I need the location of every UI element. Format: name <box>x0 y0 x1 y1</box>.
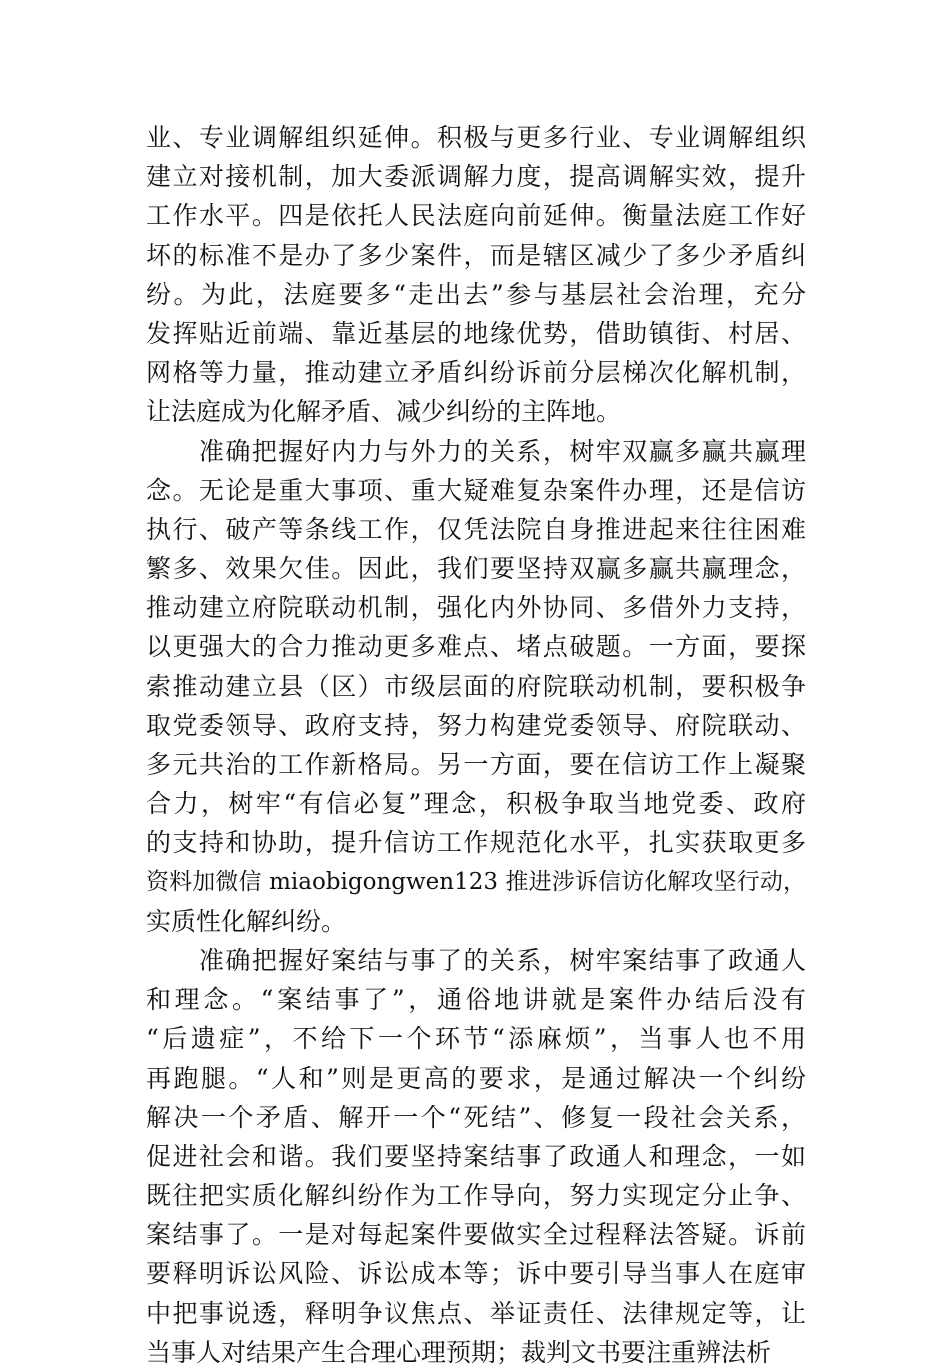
text-line: 当事人对结果产生合理心理预期；裁判文书要注重辨法析 <box>146 1337 772 1367</box>
text-line: 以更强大的合力推动更多难点、堵点破题。一方面，要探 <box>146 632 806 662</box>
text-line: 纷。为此，法庭要多“走出去”参与基层社会治理，充分 <box>146 279 806 309</box>
text-line: “后遗症”，不给下一个环节“添麻烦”，当事人也不用 <box>146 1024 806 1054</box>
text-line: 解决一个矛盾、解开一个“死结”、修复一段社会关系， <box>146 1102 806 1132</box>
text-line: 建立对接机制，加大委派调解力度，提高调解实效，提升 <box>146 162 806 192</box>
text-line: 坏的标准不是办了多少案件，而是辖区减少了多少矛盾纠 <box>146 240 806 270</box>
text-line: 和理念。“案结事了”，通俗地讲就是案件办结后没有 <box>146 985 806 1015</box>
text-line: 既往把实质化解纠纷作为工作导向，努力实现定分止争、 <box>146 1181 806 1211</box>
text-line: 工作水平。四是依托人民法庭向前延伸。衡量法庭工作好 <box>146 201 806 231</box>
text-line: 准确把握好案结与事了的关系，树牢案结事了政通人 <box>146 945 806 975</box>
text-line: 再跑腿。“人和”则是更高的要求，是通过解决一个纠纷 <box>146 1063 806 1093</box>
text-line: 准确把握好内力与外力的关系，树牢双赢多赢共赢理 <box>146 436 806 466</box>
text-line: 索推动建立县（区）市级层面的府院联动机制，要积极争 <box>146 671 806 701</box>
text-line: 要释明诉讼风险、诉讼成本等；诉中要引导当事人在庭审 <box>146 1259 806 1289</box>
text-line: 合力，树牢“有信必复”理念，积极争取当地党委、政府 <box>146 789 806 819</box>
text-line: 多元共治的工作新格局。另一方面，要在信访工作上凝聚 <box>146 750 806 779</box>
text-line: 实质性化解纠纷。 <box>146 906 347 936</box>
paragraph <box>146 941 806 1372</box>
text-line: 发挥贴近前端、靠近基层的地缘优势，借助镇街、村居、 <box>146 318 806 348</box>
text-line: 让法庭成为化解矛盾、减少纠纷的主阵地。 <box>146 397 622 427</box>
text-line: 的支持和协助，提升信访工作规范化水平，扎实获取更多 <box>146 828 806 858</box>
text-line: 业、专业调解组织延伸。积极与更多行业、专业调解组织 <box>146 123 806 152</box>
paragraph <box>146 432 806 941</box>
text-line: 案结事了。一是对每起案件要做实全过程释法答疑。诉前 <box>146 1220 806 1250</box>
body-text <box>146 118 806 1372</box>
paragraph <box>146 118 806 432</box>
text-line: 推动建立府院联动机制，强化内外协同、多借外力支持， <box>146 593 806 623</box>
text-line: 繁多、效果欠佳。因此，我们要坚持双赢多赢共赢理念， <box>146 554 806 584</box>
text-line: 执行、破产等条线工作，仅凭法院自身推进起来往往困难 <box>146 514 806 544</box>
text-line: 网格等力量，推动建立矛盾纠纷诉前分层梯次化解机制， <box>146 358 806 388</box>
text-line: 促进社会和谐。我们要坚持案结事了政通人和理念，一如 <box>146 1141 806 1171</box>
text-line: 资料加微信 miaobigongwen123 推进涉诉信访化解攻坚行动， <box>146 868 806 895</box>
text-line: 中把事说透，释明争议焦点、举证责任、法律规定等，让 <box>146 1298 806 1328</box>
text-line: 念。无论是重大事项、重大疑难复杂案件办理，还是信访 <box>146 475 806 505</box>
text-line: 取党委领导、政府支持，努力构建党委领导、府院联动、 <box>146 710 806 740</box>
